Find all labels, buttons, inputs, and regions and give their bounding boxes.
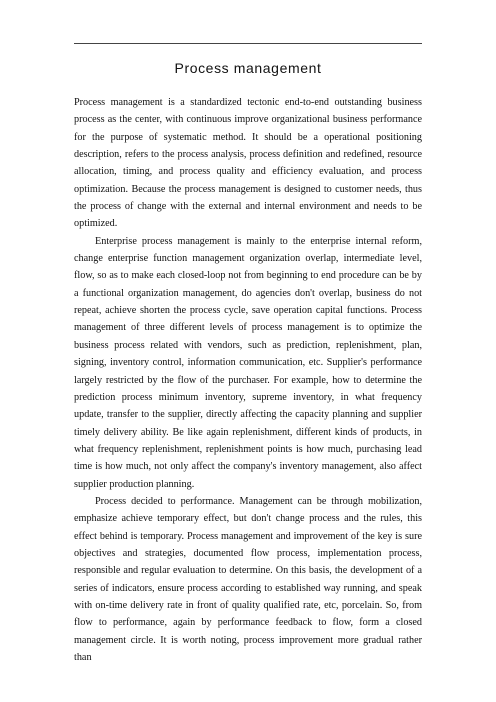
paragraph-1: Process management is a standardized tectonic end-to-end outstanding business process as the center, with continuous improve organizational business performance for the purpose of systematic method. It should be a operational positioning description, refers to the process analysis, process definition and redefined, resource allocation, timing, and process quality and efficiency evaluation, and process optimization. Because the process management is designed to customer needs, thus the process of change with the external and internal environment and needs to be optimized. xyxy=(74,97,422,230)
body-text xyxy=(74,94,422,666)
page-title: Process management xyxy=(174,60,322,76)
paragraph-3: Process decided to performance. Management can be through mobilization, emphasize achieve temporary effect, but don't change process and the rules, this effect behind is temporary. Process management and improvement of the key is sure objectives and strategies, documented flow process, implementation process, responsible and regular evaluation to determine. On this basis, the development of a series of indicators, ensure process according to established way running, and speak with on-time delivery rate in front of quality qualified rate, etc, porcelain. So, from flow to performance, again by performance feedback to flow, form a closed management circle. It is worth noting, process improvement more gradual rather than xyxy=(74,495,422,663)
header-rule xyxy=(74,43,422,44)
paragraph-2: Enterprise process management is mainly to the enterprise internal reform, change enterprise function management organization overlap, intermediate level, flow, so as to make each closed-loop not from beginning to end procedure can be by a functional organization management, do agencies don't overlap, business do not repeat, achieve shorten the process cycle, save operation capital functions. Process management of three different levels of process management is to optimize the business process related with vendors, such as prediction, replenishment, plan, signing, inventory control, information communication, etc. Supplier's performance largely restricted by the flow of the purchaser. For example, how to determine the prediction process minimum inventory, supreme inventory, in what frequency update, transfer to the supplier, directly affecting the capacity planning and supplier timely delivery ability. Be like again replenishment, different kinds of products, in what frequency replenishment, replenishment points is how much, purchasing lead time is how much, not only affect the company's inventory management, also affect supplier production planning. xyxy=(74,235,422,490)
